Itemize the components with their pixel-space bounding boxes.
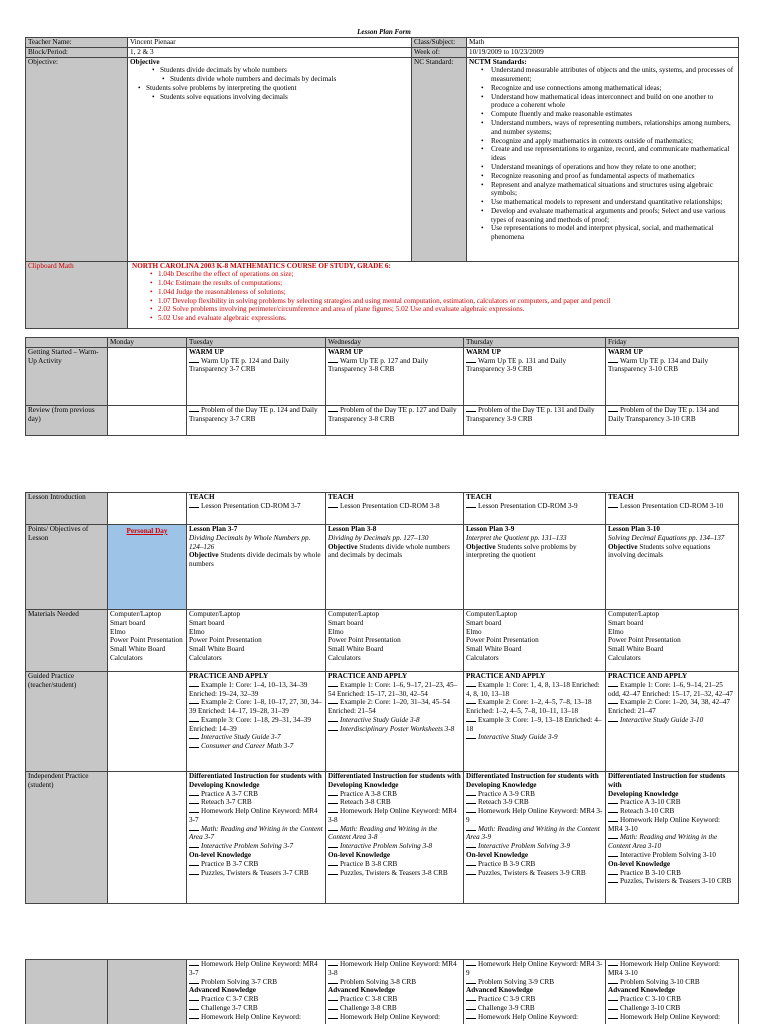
teach-cell <box>606 493 739 525</box>
continued-table <box>25 959 739 1024</box>
continued-label-cell <box>26 960 108 1024</box>
indep-item: Practice A 3-10 CRB <box>620 798 681 807</box>
guided-item: Example 2: Core: 1–8, 10–17, 27, 30, 34–39 Enriched: 14–17, 19–28, 31–39 <box>189 698 322 716</box>
indep-item: Interactive Problem Solving 3-7 <box>201 842 294 851</box>
independent-cell <box>606 772 739 904</box>
teach-cell <box>187 493 326 525</box>
nctm-item: • Use mathematical models to represent and understand quantitative relationships; <box>477 198 736 207</box>
guided-item: Example 1: Core: 1–6, 9–14, 21–25 odd, 42–47 Enriched: 15–17, 21–32, 42–47 <box>608 680 733 698</box>
guided-cell <box>326 672 464 772</box>
materials-cell <box>187 610 326 672</box>
nctm-item: • Create and use representations to organize, record, and communicate mathematical ideas <box>477 145 736 163</box>
cont-item: Homework Help Online Keyword: <box>340 1012 441 1021</box>
guided-monday <box>108 672 187 772</box>
material-item: Computer/Laptop <box>189 610 241 618</box>
indep-item: Puzzles, Twisters & Teasers 3-8 CRB <box>340 868 448 877</box>
nctm-item: • Recognize and use connections among mathematical ideas; <box>477 84 736 93</box>
continued-cell <box>464 960 606 1024</box>
teach-title: TEACH <box>466 493 492 501</box>
continued-cell <box>187 960 326 1024</box>
nctm-item: • Understand meanings of operations and how they relate to one another; <box>477 163 736 172</box>
teacher-label: Teacher Name: <box>26 38 128 48</box>
material-item: Power Point Presentation <box>110 636 183 645</box>
nc-course-item: • 1.04d Judge the reasonableness of solutions; <box>146 288 736 297</box>
materials-label: Materials Needed <box>26 610 108 672</box>
warmup-text: Warm Up TE p. 131 and Daily Transparency 3-9 CRB <box>466 356 567 374</box>
material-item: Power Point Presentation <box>328 636 401 645</box>
day-wednesday: Wednesday <box>326 338 464 348</box>
cont-item: Practice C 3-10 CRB <box>620 995 681 1004</box>
lesson-topic: Dividing Decimals by Whole Numbers pp. 124–126 <box>189 533 311 551</box>
personal-day-link[interactable]: Personal Day <box>126 527 168 535</box>
lesson-objective: Students solve problems by interpreting the quotient <box>466 542 577 560</box>
material-item: Calculators <box>189 653 222 662</box>
advanced-title: Advanced Knowledge <box>189 986 256 995</box>
nctm-item: • Recognize reasoning and proof as fundamental aspects of mathematics <box>477 172 736 181</box>
on-level-title: On-level Knowledge <box>328 851 391 860</box>
practice-title: PRACTICE AND APPLY <box>608 672 688 680</box>
guided-cell <box>187 672 326 772</box>
nctm-item: • Represent and analyze mathematical situations and structures using algebraic symbols; <box>477 181 736 199</box>
nctm-item: • Use representations to model and interpret physical, social, and mathematical phenomena <box>477 224 736 242</box>
on-level-title: On-level Knowledge <box>466 851 529 860</box>
objective-item: • Students divide whole numbers and decimals by decimals <box>158 75 409 84</box>
warmup-cell <box>187 347 326 405</box>
practice-title: PRACTICE AND APPLY <box>189 672 269 680</box>
nc-course-title: NORTH CAROLINA 2003 K-8 MATHEMATICS COURSE OF STUDY, GRADE 6: <box>132 261 391 270</box>
indep-item: Practice A 3-9 CRB <box>478 789 535 798</box>
review-monday <box>108 405 187 435</box>
advanced-title: Advanced Knowledge <box>328 986 395 995</box>
block-value: 1, 2 & 3 <box>128 47 412 57</box>
indep-item: Reteach 3-9 CRB <box>478 798 529 807</box>
lesson-topic: Solving Decimal Equations pp. 134–137 <box>608 533 725 542</box>
objective-item: • Students solve problems by interpreting the quotient <box>134 84 409 93</box>
lesson-plan-title: Lesson Plan 3-9 <box>466 525 515 533</box>
cont-item: Homework Help Online Keyword: MR4 3-10 <box>608 960 721 977</box>
guided-item: Interactive Study Guide 3-7 <box>201 733 281 742</box>
indep-item: Practice A 3-8 CRB <box>340 789 397 798</box>
indep-item: Reteach 3-8 CRB <box>340 798 391 807</box>
review-text: Problem of the Day TE p. 127 and Daily Transparency 3-8 CRB <box>328 405 457 423</box>
material-item: Smart board <box>110 618 146 627</box>
independent-label: Independent Practice (student) <box>26 772 108 904</box>
guided-item: Consumer and Career Math 3-7 <box>201 742 294 751</box>
material-item: Calculators <box>110 653 143 662</box>
teach-text: Lesson Presentation CD-ROM 3-9 <box>478 501 578 510</box>
nctm-item: • Understand measurable attributes of objects and the units, systems, and processes of measurement; <box>477 66 736 84</box>
day-friday: Friday <box>606 338 739 348</box>
lesson-objective: Students divide decimals by whole numbers <box>189 551 321 569</box>
block-label: Block/Period: <box>26 47 128 57</box>
indep-item: Interactive Problem Solving 3-9 <box>478 842 571 851</box>
cont-item: Practice C 3-8 CRB <box>340 995 398 1004</box>
day-thursday: Thursday <box>464 338 606 348</box>
material-item: Smart board <box>608 618 644 627</box>
cont-item: Homework Help Online Keyword: <box>201 1012 302 1021</box>
guided-item: Interdisciplinary Poster Worksheets 3-8 <box>340 724 455 733</box>
material-item: Small White Board <box>466 645 522 654</box>
warmup-monday <box>108 347 187 405</box>
review-cell <box>606 405 739 435</box>
lesson-plan-title: Lesson Plan 3-10 <box>608 525 660 533</box>
points-cell <box>187 525 326 610</box>
material-item: Small White Board <box>328 645 384 654</box>
teach-title: TEACH <box>189 493 215 501</box>
material-item: Elmo <box>608 627 624 636</box>
day-tuesday: Tuesday <box>187 338 326 348</box>
cont-item: Challenge 3-9 CRB <box>478 1003 535 1012</box>
cont-item: Challenge 3-7 CRB <box>201 1003 258 1012</box>
material-item: Computer/Laptop <box>110 610 162 618</box>
week-value: 10/19/2009 to 10/23/2009 <box>467 47 739 57</box>
indep-item: Homework Help Online Keyword: MR4 3-10 <box>608 815 721 833</box>
on-level-title: On-level Knowledge <box>608 859 671 868</box>
lesson-objective: Students divide whole numbers and decimals by decimals <box>328 542 450 560</box>
cont-item: Challenge 3-8 CRB <box>340 1003 397 1012</box>
objective-word: Objective <box>328 542 358 551</box>
warmup-title: WARM UP <box>189 347 224 356</box>
independent-cell <box>187 772 326 904</box>
indep-item: Practice B 3-9 CRB <box>478 859 536 868</box>
cont-item: Problem Solving 3-10 CRB <box>620 977 700 986</box>
nctm-cell <box>467 57 739 261</box>
independent-monday <box>108 772 187 904</box>
guided-item: Example 2: Core: 1–2, 4–5, 7–8, 13–18 Enriched: 1–2, 4–5, 7–8, 10–11, 13–18 <box>466 698 592 716</box>
practice-title: PRACTICE AND APPLY <box>466 672 546 680</box>
indep-item: Math: Reading and Writing in the Content Area 3-7 <box>189 824 323 842</box>
warmup-title: WARM UP <box>328 347 363 356</box>
material-item: Smart board <box>328 618 364 627</box>
developing-title: Developing Knowledge <box>189 780 260 789</box>
materials-cell <box>606 610 739 672</box>
indep-item: Math: Reading and Writing in the Content Area 3-8 <box>328 824 438 842</box>
cont-item: Problem Solving 3-8 CRB <box>340 977 417 986</box>
objective-item: • Students divide decimals by whole numbers <box>148 66 409 75</box>
on-level-title: On-level Knowledge <box>189 851 252 860</box>
cont-item: Homework Help Online Keyword: MR4 3-9 <box>466 960 603 977</box>
guided-item: Example 1: Core: 1–4, 10–13, 34–39 Enriched: 19–24, 32–39 <box>189 680 308 698</box>
cont-item: Practice C 3-9 CRB <box>478 995 536 1004</box>
indep-item: Reteach 3-7 CRB <box>201 798 252 807</box>
guided-item: Example 1: Core: 1–6, 9–17, 21–23, 45–54 Enriched: 15–17, 21–30, 42–54 <box>328 680 458 698</box>
objective-title: Objective <box>130 57 160 66</box>
guided-item: Example 1: Core: 1, 4, 8, 13–18 Enriched: 4, 8, 10, 13–18 <box>466 680 600 698</box>
diff-title: Differentiated Instruction for students with <box>189 772 322 780</box>
lesson-objective: Students solve equations involving decimals <box>608 542 711 560</box>
points-cell <box>326 525 464 610</box>
teach-title: TEACH <box>608 493 634 501</box>
lesson-header-table <box>25 37 739 329</box>
indep-item: Homework Help Online Keyword: MR4 3-7 <box>189 807 318 824</box>
indep-item: Practice A 3-7 CRB <box>201 789 258 798</box>
cont-item: Homework Help Online Keyword: MR4 3-7 <box>189 960 318 977</box>
warmup-text: Warm Up TE p. 134 and Daily Transparency 3-10 CRB <box>608 356 709 374</box>
day-monday: Monday <box>108 338 187 348</box>
guided-item: Example 3: Core: 1–18, 29–31, 34–39 Enriched: 14–39 <box>189 715 311 733</box>
week-table <box>25 337 739 436</box>
material-item: Smart board <box>189 618 225 627</box>
warmup-cell <box>326 347 464 405</box>
indep-item: Interactive Problem Solving 3-8 <box>340 842 433 851</box>
review-cell <box>464 405 606 435</box>
points-cell <box>464 525 606 610</box>
nctm-title: NCTM Standards: <box>469 57 527 66</box>
teacher-name: Vincent Pienaar <box>128 38 412 48</box>
guided-item: Interactive Study Guide 3-8 <box>340 715 420 724</box>
cont-item: Homework Help Online Keyword: <box>620 1012 721 1021</box>
material-item: Calculators <box>608 653 641 662</box>
continued-cell <box>606 960 739 1024</box>
objective-word: Objective <box>466 542 496 551</box>
material-item: Elmo <box>466 627 482 636</box>
advanced-title: Advanced Knowledge <box>466 986 533 995</box>
review-text: Problem of the Day TE p. 131 and Daily Transparency 3-9 CRB <box>466 405 595 423</box>
cont-item: Practice C 3-7 CRB <box>201 995 259 1004</box>
teach-cell <box>464 493 606 525</box>
objective-word: Objective <box>608 542 638 551</box>
document-title: Lesson Plan Form <box>357 28 411 36</box>
warmup-cell <box>464 347 606 405</box>
nctm-item: • Understand how mathematical ideas interconnect and build on one another to produce a coherent whole <box>477 93 736 111</box>
indep-item: Homework Help Online Keyword: MR4 3-9 <box>466 807 603 824</box>
indep-item: Math: Reading and Writing in the Content Area 3-10 <box>608 833 718 851</box>
indep-item: Math: Reading and Writing in the Content Area 3-9 <box>466 824 600 842</box>
guided-cell <box>606 672 739 772</box>
material-item: Calculators <box>328 653 361 662</box>
material-item: Small White Board <box>110 645 166 654</box>
warmup-title: WARM UP <box>608 347 643 356</box>
class-label: Class/Subject: <box>412 38 467 48</box>
guided-item: Interactive Study Guide 3-10 <box>620 715 704 724</box>
cont-item: Problem Solving 3-9 CRB <box>478 977 555 986</box>
material-item: Computer/Laptop <box>608 610 660 618</box>
continued-monday <box>108 960 187 1024</box>
teach-text: Lesson Presentation CD-ROM 3-7 <box>201 501 301 510</box>
nctm-item: • Understand numbers, ways of representing numbers, relationships among numbers, and number systems; <box>477 119 736 137</box>
material-item: Power Point Presentation <box>189 636 262 645</box>
indep-item: Homework Help Online Keyword: MR4 3-8 <box>328 807 457 824</box>
guided-label: Guided Practice (teacher/student) <box>26 672 108 772</box>
warmup-text: Warm Up TE p. 124 and Daily Transparency 3-7 CRB <box>189 356 290 374</box>
indep-item: Interactive Problem Solving 3-10 <box>620 851 717 860</box>
intro-label: Lesson Introduction <box>26 493 108 525</box>
developing-title: Developing Knowledge <box>328 780 399 789</box>
review-label: Review (from previous day) <box>26 405 108 435</box>
lesson-plan-title: Lesson Plan 3-8 <box>328 525 377 533</box>
materials-monday <box>108 610 187 672</box>
guided-item: Interactive Study Guide 3-9 <box>478 733 558 742</box>
cont-item: Problem Solving 3-7 CRB <box>201 977 278 986</box>
objective-item: • Students solve equations involving decimals <box>148 93 409 102</box>
review-text: Problem of the Day TE p. 124 and Daily Transparency 3-7 CRB <box>189 405 318 423</box>
teach-cell <box>326 493 464 525</box>
points-label: Points/ Objectives of Lesson <box>26 525 108 610</box>
diff-title: Differentiated Instruction for students with <box>608 772 726 789</box>
review-cell <box>187 405 326 435</box>
personal-day-cell <box>108 525 187 610</box>
lesson-topic: Dividing by Decimals pp. 127–130 <box>328 533 429 542</box>
independent-cell <box>326 772 464 904</box>
corner-cell <box>26 338 108 348</box>
teach-title: TEACH <box>328 493 354 501</box>
advanced-title: Advanced Knowledge <box>608 986 675 995</box>
developing-title: Developing Knowledge <box>608 789 679 798</box>
review-text: Problem of the Day TE p. 134 and Daily Transparency 3-10 CRB <box>608 405 719 423</box>
lesson-plan-title: Lesson Plan 3-7 <box>189 525 238 533</box>
points-cell <box>606 525 739 610</box>
warmup-title: WARM UP <box>466 347 501 356</box>
material-item: Calculators <box>466 653 499 662</box>
warmup-label: Getting Started – Warm-Up Activity <box>26 347 108 405</box>
nc-course-item: • 1.04c Estimate the results of computations; <box>146 279 736 288</box>
objective-cell <box>128 57 412 261</box>
indep-item: Practice B 3-10 CRB <box>620 868 681 877</box>
material-item: Power Point Presentation <box>608 636 681 645</box>
lesson-table <box>25 492 739 904</box>
nctm-item: • Recognize and apply mathematics in contexts outside of mathematics; <box>477 137 736 146</box>
warmup-text: Warm Up TE p. 127 and Daily Transparency 3-8 CRB <box>328 356 429 374</box>
week-label: Week of: <box>412 47 467 57</box>
diff-title: Differentiated Instruction for students with <box>466 772 599 780</box>
nc-course-item: • 5.02 Use and evaluate algebraic expressions. <box>146 314 736 323</box>
material-item: Computer/Laptop <box>328 610 380 618</box>
warmup-cell <box>606 347 739 405</box>
review-cell <box>326 405 464 435</box>
objective-label: Objective: <box>26 57 128 261</box>
continued-cell <box>326 960 464 1024</box>
indep-item: Puzzles, Twisters & Teasers 3-7 CRB <box>201 868 309 877</box>
nc-course-item: • 1.07 Develop flexibility in solving problems by selecting strategies and using mental computation, estimation, calculators or computers, and paper and pencil <box>146 297 736 306</box>
nctm-item: • Compute fluently and make reasonable estimates <box>477 110 736 119</box>
indep-item: Practice B 3-7 CRB <box>201 859 259 868</box>
nc-standard-label: NC Standard: <box>412 57 467 261</box>
diff-title: Differentiated Instruction for students with <box>328 772 461 780</box>
cont-item: Homework Help Online Keyword: <box>478 1012 579 1021</box>
material-item: Computer/Laptop <box>466 610 518 618</box>
guided-cell <box>464 672 606 772</box>
independent-cell <box>464 772 606 904</box>
lesson-topic: Interpret the Quotient pp. 131–133 <box>466 533 567 542</box>
material-item: Smart board <box>466 618 502 627</box>
materials-cell <box>464 610 606 672</box>
material-item: Small White Board <box>608 645 664 654</box>
cont-item: Homework Help Online Keyword: MR4 3-8 <box>328 960 457 977</box>
teach-text: Lesson Presentation CD-ROM 3-10 <box>620 501 724 510</box>
nc-course-cell <box>128 261 739 328</box>
nctm-item: • Develop and evaluate mathematical arguments and proofs; Select and use various types of reasoning and methods of proof; <box>477 207 736 225</box>
objective-word: Objective <box>189 551 219 560</box>
material-item: Elmo <box>328 627 344 636</box>
guided-item: Example 2: Core: 1–20, 31–34, 45–54 Enriched: 21–54 <box>328 698 450 716</box>
indep-item: Puzzles, Twisters & Teasers 3-9 CRB <box>478 868 586 877</box>
intro-monday <box>108 493 187 525</box>
nctm-list <box>477 66 736 242</box>
guided-item: Example 3: Core: 1–9, 13–18 Enriched: 4–18 <box>466 715 602 733</box>
indep-item: Puzzles, Twisters & Teasers 3-10 CRB <box>620 877 732 886</box>
material-item: Power Point Presentation <box>466 636 539 645</box>
practice-title: PRACTICE AND APPLY <box>328 672 408 680</box>
developing-title: Developing Knowledge <box>466 780 537 789</box>
material-item: Small White Board <box>189 645 245 654</box>
nc-course-item: • 1.04b Describe the effect of operations on size; <box>146 270 736 279</box>
materials-cell <box>326 610 464 672</box>
material-item: Elmo <box>189 627 205 636</box>
class-value: Math <box>467 38 739 48</box>
teach-text: Lesson Presentation CD-ROM 3-8 <box>340 501 440 510</box>
material-item: Elmo <box>110 627 126 636</box>
clipboard-math-label: Clipboard Math <box>26 261 128 328</box>
cont-item: Challenge 3-10 CRB <box>620 1003 681 1012</box>
nc-course-item: • 2.02 Solve problems involving perimeter/circumference and area of plane figures; 5.02 Use and evaluate algebraic expressions. <box>146 305 736 314</box>
indep-item: Practice B 3-8 CRB <box>340 859 398 868</box>
guided-item: Example 2: Core: 1–20, 34, 38, 42–47 Enriched: 21–47 <box>608 698 730 716</box>
indep-item: Reteach 3-10 CRB <box>620 807 675 816</box>
